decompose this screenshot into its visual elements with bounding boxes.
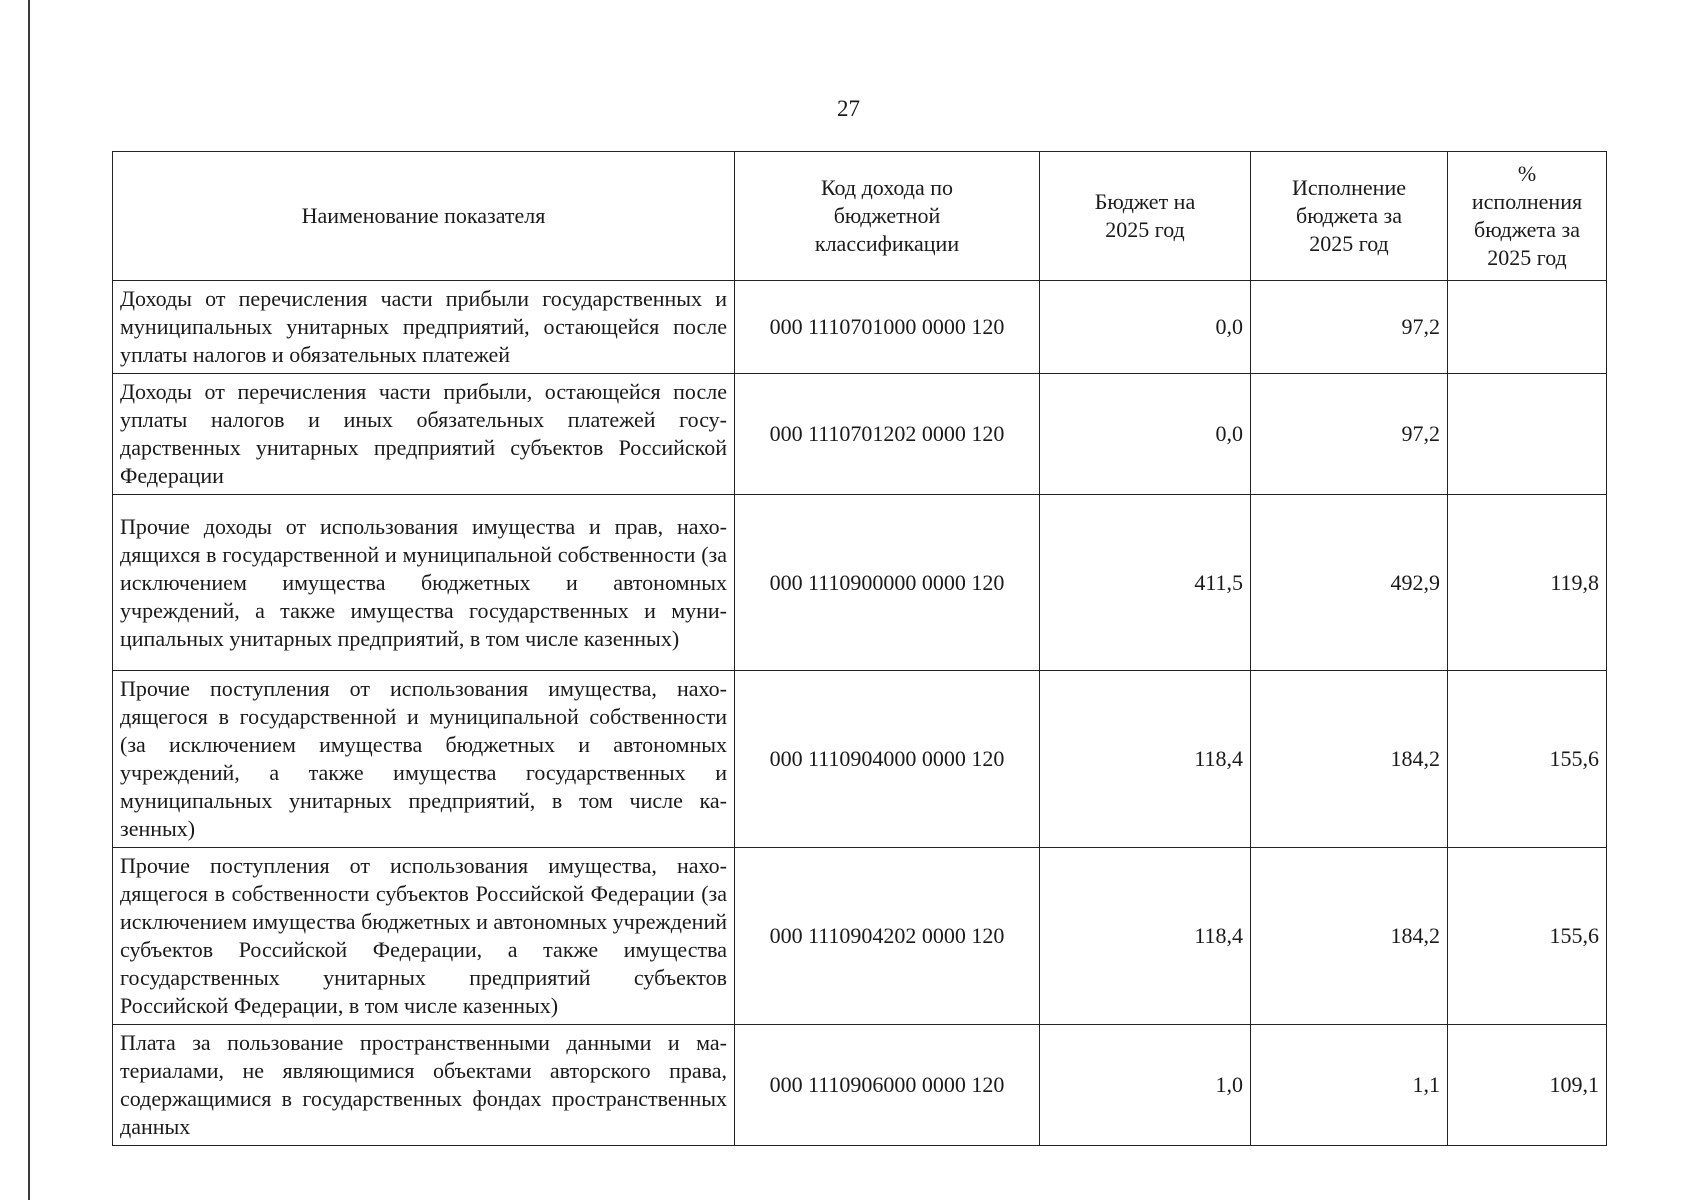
row-name: Доходы от перечисления части прибыли государственных и муниципальных унитарных предприятий, остающейся после уплаты налогов и обязательных платежей <box>113 281 735 374</box>
header-code: Код дохода по бюджетной классификации <box>735 152 1040 281</box>
row-execution: 184,2 <box>1251 848 1448 1025</box>
row-execution: 184,2 <box>1251 671 1448 848</box>
table-row <box>113 281 1607 374</box>
row-name: Прочие поступления от использования имущества, находящегося в собственности субъектов Российской Федерации (за исключением имущества бюджетных и автономных учреждений субъектов Российской Федерации, а также имущества государственных унитарных предприятий субъектов Российской Федерации, в том числе казенных) <box>113 848 735 1025</box>
page-number: 27 <box>837 96 860 121</box>
row-code: 000 1110904000 0000 120 <box>735 671 1040 848</box>
table-header-row <box>113 152 1607 281</box>
row-percent: 109,1 <box>1448 1025 1607 1146</box>
table-row <box>113 374 1607 495</box>
binding-margin-line <box>28 0 30 1200</box>
table-row <box>113 848 1607 1025</box>
row-execution: 492,9 <box>1251 495 1448 671</box>
header-name: Наименование показателя <box>113 152 735 281</box>
table-row <box>113 1025 1607 1146</box>
header-execution: Исполнение бюджета за 2025 год <box>1251 152 1448 281</box>
row-percent: 155,6 <box>1448 848 1607 1025</box>
budget-income-table <box>112 151 1607 1146</box>
row-name: Прочие поступления от использования имущества, находящегося в государственной и муниципальной собственности (за исключением имущества бюджетных и автономных учреждений, а также имущества государственных и муниципальных унитарных предприятий, в том числе казенных) <box>113 671 735 848</box>
row-execution: 97,2 <box>1251 281 1448 374</box>
row-budget: 118,4 <box>1040 848 1251 1025</box>
row-code: 000 1110701202 0000 120 <box>735 374 1040 495</box>
row-code: 000 1110906000 0000 120 <box>735 1025 1040 1146</box>
table-row <box>113 495 1607 671</box>
row-budget: 411,5 <box>1040 495 1251 671</box>
row-code: 000 1110904202 0000 120 <box>735 848 1040 1025</box>
row-name: Прочие доходы от использования имущества и прав, находящихся в государственной и муниципальной собственности (за исключением имущества бюджетных и автономных учреждений, а также имущества государственных и муниципальных унитарных предприятий, в том числе казенных) <box>113 495 735 671</box>
row-percent: 155,6 <box>1448 671 1607 848</box>
row-percent <box>1448 374 1607 495</box>
row-budget: 0,0 <box>1040 281 1251 374</box>
table-row <box>113 671 1607 848</box>
row-code: 000 1110900000 0000 120 <box>735 495 1040 671</box>
row-name: Доходы от перечисления части прибыли, остающейся после уплаты налогов и иных обязательных платежей государственных унитарных предприятий субъектов Российской Федерации <box>113 374 735 495</box>
row-name: Плата за пользование пространственными данными и материалами, не являющимися объектами авторского права, содержащимися в государственных фондах пространственных данных <box>113 1025 735 1146</box>
header-percent: % исполнения бюджета за 2025 год <box>1448 152 1607 281</box>
header-budget: Бюджет на 2025 год <box>1040 152 1251 281</box>
row-percent: 119,8 <box>1448 495 1607 671</box>
row-execution: 97,2 <box>1251 374 1448 495</box>
row-budget: 0,0 <box>1040 374 1251 495</box>
row-percent <box>1448 281 1607 374</box>
row-code: 000 1110701000 0000 120 <box>735 281 1040 374</box>
row-execution: 1,1 <box>1251 1025 1448 1146</box>
row-budget: 1,0 <box>1040 1025 1251 1146</box>
row-budget: 118,4 <box>1040 671 1251 848</box>
